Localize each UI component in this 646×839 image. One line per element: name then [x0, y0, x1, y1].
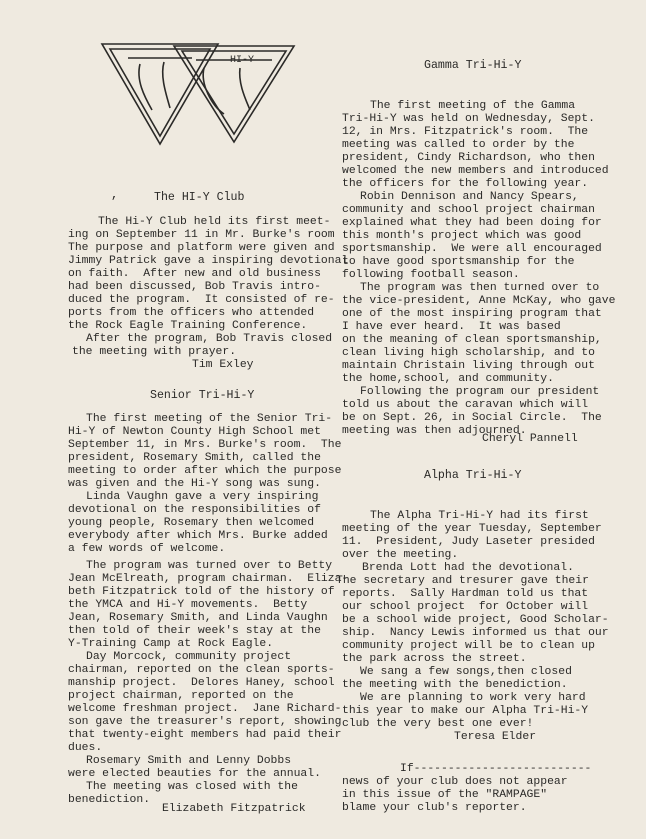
senior-signature: Elizabeth Fitzpatrick: [162, 803, 306, 815]
gamma-line: welcomed the new members and introduced: [342, 165, 609, 177]
gamma-line: the home,school, and community.: [342, 373, 554, 385]
senior-line: Y-Training Camp at Rock Eagle.: [68, 638, 274, 650]
senior-line: beth Fitzpatrick told of the history of: [68, 586, 335, 598]
gamma-line: the officers for the following year.: [342, 178, 589, 190]
notice-line: blame your club's reporter.: [342, 802, 527, 814]
senior-line: were elected beauties for the annual.: [68, 768, 321, 780]
gamma-line: president, Cindy Richardson, who then: [342, 152, 595, 164]
hiy-line: ing on September 11 in Mr. Burke's room: [68, 229, 335, 241]
gamma-line: The program was then turned over to: [360, 282, 600, 294]
hiy-line: the Rock Eagle Training Conference.: [68, 320, 308, 332]
alpha-line: community project will be to clean up: [342, 640, 595, 652]
gamma-line: clean living high scholarship, and to: [342, 347, 595, 359]
senior-line: young people, Rosemary then welcomed: [68, 517, 315, 529]
alpha-line: our school project for October will: [342, 601, 589, 613]
senior-line: was given and the Hi-Y song was sung.: [68, 478, 321, 490]
gamma-line: meeting was called to order by the: [342, 139, 575, 151]
senior-line: project chairman, reported on the: [68, 690, 294, 702]
alpha-line: club the very best one ever!: [342, 718, 534, 730]
hiy-line: the meeting with prayer.: [72, 346, 237, 358]
hiy-line: had been discussed, Bob Travis intro-: [68, 281, 321, 293]
hiy-line: Jimmy Patrick gave a inspiring devotional: [68, 255, 349, 267]
hiy-line: on faith. After new and old business: [68, 268, 321, 280]
senior-line: manship project. Delores Haney, school: [68, 677, 335, 689]
margin-mark: ,: [111, 188, 119, 202]
gamma-line: I have ever heard. It was based: [342, 321, 561, 333]
senior-title: Senior Tri-Hi-Y: [150, 389, 255, 402]
gamma-line: 12, in Mrs. Fitzpatrick's room. The: [342, 126, 589, 138]
gamma-line: Following the program our president: [360, 386, 600, 398]
gamma-line: explained what they had been doing for: [342, 217, 602, 229]
gamma-line: this month's project which was good: [342, 230, 582, 242]
alpha-line: the meeting with the benediction.: [342, 679, 568, 691]
gamma-line: meeting was then adjourned.: [342, 425, 527, 437]
alpha-line: 11. President, Judy Laseter presided: [342, 536, 595, 548]
hiy-line: After the program, Bob Travis closed: [86, 333, 333, 345]
alpha-line: The secretary and tresurer gave their: [336, 575, 589, 587]
senior-line: the YMCA and Hi-Y movements. Betty: [68, 599, 308, 611]
alpha-line: this year to make our Alpha Tri-Hi-Y: [342, 705, 589, 717]
senior-line: The meeting was closed with the: [86, 781, 298, 793]
senior-line: September 11, in Mrs. Burke's room. The: [68, 439, 342, 451]
alpha-title: Alpha Tri-Hi-Y: [424, 469, 522, 482]
senior-line: chairman, reported on the clean sports-: [68, 664, 335, 676]
hiy-line: ports from the officers who attended: [68, 307, 315, 319]
senior-line: dues.: [68, 742, 103, 754]
alpha-line: over the meeting.: [342, 549, 459, 561]
alpha-line: ship. Nancy Lewis informed us that our: [342, 627, 609, 639]
gamma-line: on the meaning of clean sportsmanship,: [342, 334, 602, 346]
alpha-signature: Teresa Elder: [454, 731, 537, 743]
alpha-line: The Alpha Tri-Hi-Y had its first: [370, 510, 589, 522]
senior-line: Rosemary Smith and Lenny Dobbs: [86, 755, 292, 767]
alpha-line: be a school wide project, Good Scholar-: [342, 614, 609, 626]
alpha-line: We are planning to work very hard: [360, 692, 586, 704]
gamma-line: The first meeting of the Gamma: [370, 100, 576, 112]
senior-line: son gave the treasurer's report, showing: [68, 716, 342, 728]
gamma-title: Gamma Tri-Hi-Y: [424, 59, 522, 72]
senior-line: Day Morcock, community project: [86, 651, 292, 663]
senior-line: The first meeting of the Senior Tri-: [86, 413, 333, 425]
hiy-title: The HI-Y Club: [154, 191, 245, 204]
gamma-line: the vice-president, Anne McKay, who gave: [342, 295, 616, 307]
notice-line: If--------------------------: [400, 763, 592, 775]
senior-line: a few words of welcome.: [68, 543, 226, 555]
gamma-line: community and school project chairman: [342, 204, 595, 216]
senior-line: benediction.: [68, 794, 151, 806]
senior-line: Hi-Y of Newton County High School met: [68, 426, 321, 438]
gamma-line: be on Sept. 26, in Social Circle. The: [342, 412, 602, 424]
gamma-line: told us about the caravan which will: [342, 399, 589, 411]
gamma-line: one of the most inspiring program that: [342, 308, 602, 320]
hiy-signature: Tim Exley: [192, 359, 254, 371]
senior-line: meeting to order after which the purpose: [68, 465, 342, 477]
notice-line: news of your club does not appear: [342, 776, 568, 788]
hiy-line: The purpose and platform were given and: [68, 242, 335, 254]
gamma-line: Robin Dennison and Nancy Spears,: [360, 191, 579, 203]
notice-line: in this issue of the "RAMPAGE": [342, 789, 548, 801]
senior-line: president, Rosemary Smith, called the: [68, 452, 321, 464]
alpha-line: reports. Sally Hardman told us that: [342, 588, 589, 600]
gamma-line: Tri-Hi-Y was held on Wednesday, Sept.: [342, 113, 595, 125]
senior-line: Linda Vaughn gave a very inspiring: [86, 491, 319, 503]
senior-line: that twenty-eight members had paid their: [68, 729, 342, 741]
hi-y-triangle-logo: [100, 40, 300, 150]
senior-line: then told of their week's stay at the: [68, 625, 321, 637]
gamma-line: following football season.: [342, 269, 520, 281]
senior-line: everybody after which Mrs. Burke added: [68, 530, 328, 542]
senior-line: welcome freshman project. Jane Richard-: [68, 703, 342, 715]
hiy-line: The Hi-Y Club held its first meet-: [98, 216, 331, 228]
gamma-line: maintain Christain living through out: [342, 360, 595, 372]
logo-text: HI-Y: [230, 55, 255, 66]
senior-line: Jean McElreath, program chairman. Eliza-: [68, 573, 349, 585]
alpha-line: meeting of the year Tuesday, September: [342, 523, 602, 535]
gamma-signature: Cheryl Pannell: [482, 433, 578, 445]
gamma-line: to have good sportsmanship for the: [342, 256, 575, 268]
gamma-line: sportsmanship. We were all encouraged: [342, 243, 602, 255]
senior-line: Jean, Rosemary Smith, and Linda Vaughn: [68, 612, 328, 624]
alpha-line: Brenda Lott had the devotional.: [362, 562, 574, 574]
senior-line: The program was turned over to Betty: [86, 560, 333, 572]
hiy-line: duced the program. It consisted of re-: [68, 294, 335, 306]
alpha-line: We sang a few songs,then closed: [360, 666, 572, 678]
alpha-line: the park across the street.: [342, 653, 527, 665]
senior-line: devotional on the responsibilities of: [68, 504, 321, 516]
